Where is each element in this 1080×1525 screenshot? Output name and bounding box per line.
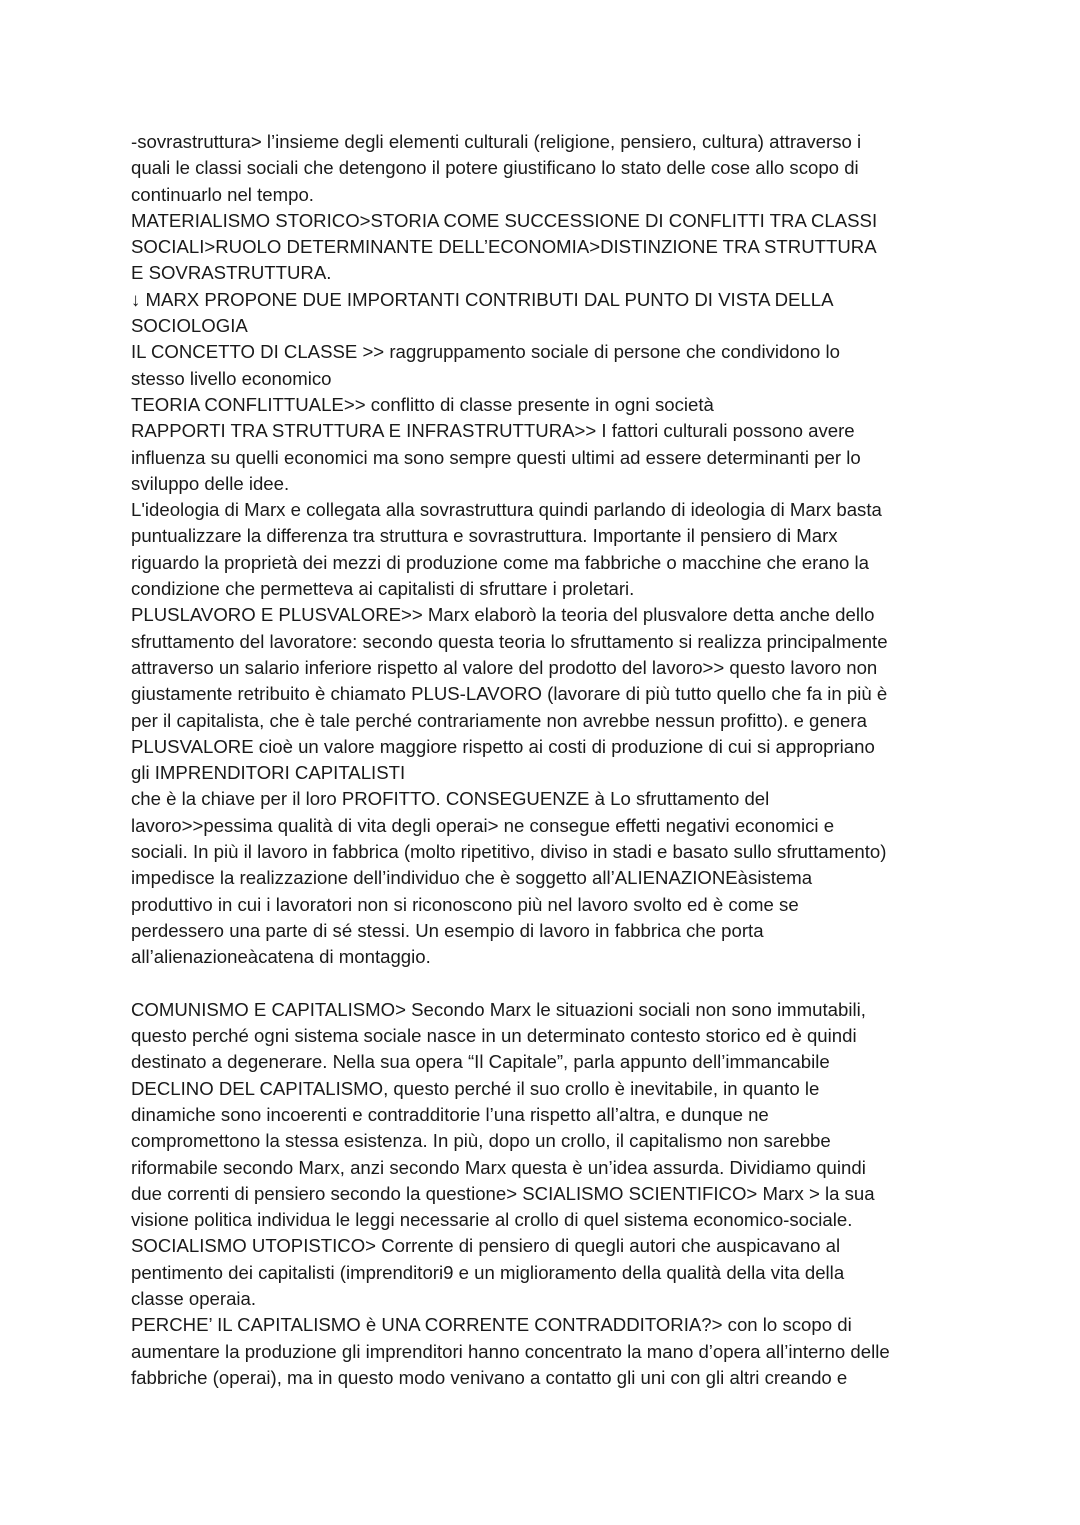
text-line: destinato a degenerare. Nella sua opera “Il Capitale”, parla appunto dell’immancabile (131, 1051, 830, 1073)
text-line: influenza su quelli economici ma sono sempre questi ultimi ad essere determinanti per lo (131, 446, 861, 468)
text-line: IL CONCETTO DI CLASSE >> raggruppamento sociale di persone che condividono lo (131, 341, 841, 363)
text-line: stesso livello economico (131, 367, 332, 389)
text-line: SOCIOLOGIA (131, 315, 248, 337)
text-line: quali le classi sociali che detengono il potere giustificano lo stato delle cose allo scopo di (131, 157, 859, 179)
text-line: L'ideologia di Marx e collegata alla sovrastruttura quindi parlando di ideologia di Marx basta (131, 499, 882, 521)
text-line: lavoro>>pessima qualità di vita degli operai> ne consegue effetti negativi economici e (131, 814, 835, 836)
text-line: PLUSVALORE cioè un valore maggiore rispetto ai costi di produzione di cui si appropriano (131, 735, 875, 757)
text-line: questo perché ogni sistema sociale nasce in un determinato contesto storico ed è quindi (131, 1025, 857, 1047)
text-line: impedisce la realizzazione dell’individuo che è soggetto all’ALIENAZIONEàsistema (131, 867, 813, 889)
text-line: RAPPORTI TRA STRUTTURA E INFRASTRUTTURA>> I fattori culturali possono avere (131, 420, 855, 442)
text-line: TEORIA CONFLITTUALE>> conflitto di classe presente in ogni società (131, 393, 714, 415)
text-line: gli IMPRENDITORI CAPITALISTI (131, 762, 406, 784)
text-line: due correnti di pensiero secondo la questione> SCIALISMO SCIENTIFICO> Marx > la sua (131, 1182, 875, 1204)
text-line: SOCIALI>RUOLO DETERMINANTE DELL’ECONOMIA>DISTINZIONE TRA STRUTTURA (131, 236, 877, 258)
text-line: sviluppo delle idee. (131, 472, 290, 494)
text-line: compromettono la stessa esistenza. In più, dopo un crollo, il capitalismo non sarebbe (131, 1130, 831, 1152)
text-line: classe operaia. (131, 1288, 257, 1310)
text-line: MATERIALISMO STORICO>STORIA COME SUCCESSIONE DI CONFLITTI TRA CLASSI (131, 209, 878, 231)
text-line: DECLINO DEL CAPITALISMO, questo perché il suo crollo è inevitabile, in quanto le (131, 1077, 820, 1099)
text-line: sociali. In più il lavoro in fabbrica (molto ripetitivo, diviso in stadi e basato sullo sfruttamento) (131, 841, 887, 863)
text-line: E SOVRASTRUTTURA. (131, 262, 332, 284)
text-line: all’alienazioneàcatena di montaggio. (131, 946, 431, 968)
text-line: dinamiche sono incoerenti e contradditorie l’una rispetto all’altra, e dunque ne (131, 1103, 769, 1125)
text-line: aumentare la produzione gli imprenditori hanno concentrato la mano d’opera all’interno delle (131, 1340, 890, 1362)
text-line: pentimento dei capitalisti (imprenditori9 e un miglioramento della qualità della vita della (131, 1261, 845, 1283)
text-line: riformabile secondo Marx, anzi secondo Marx questa è un’idea assurda. Dividiamo quindi (131, 1156, 866, 1178)
text-line: fabbriche (operai), ma in questo modo venivano a contatto gli uni con gli altri creando e (131, 1366, 848, 1388)
text-line: condizione che permetteva ai capitalisti di sfruttare i proletari. (131, 578, 635, 600)
text-line: sfruttamento del lavoratore: secondo questa teoria lo sfruttamento si realizza principalmente (131, 630, 888, 652)
text-line: giustamente retribuito è chiamato PLUS-LAVORO (lavorare di più tutto quello che fa in più è (131, 683, 888, 705)
text-line: SOCIALISMO UTOPISTICO> Corrente di pensiero di quegli autori che auspicavano al (131, 1235, 841, 1257)
text-line: produttivo in cui i lavoratori non si riconoscono più nel lavoro svolto ed è come se (131, 893, 799, 915)
text-line: per il capitalista, che è tale perché contrariamente non avrebbe nessun profitto). e genera (131, 709, 867, 731)
text-line: che è la chiave per il loro PROFITTO. CONSEGUENZE à Lo sfruttamento del (131, 788, 770, 810)
text-line: COMUNISMO E CAPITALISMO> Secondo Marx le situazioni sociali non sono immutabili, (131, 998, 866, 1020)
text-line: PLUSLAVORO E PLUSVALORE>> Marx elaborò la teoria del plusvalore detta anche dello (131, 604, 875, 626)
text-line: visione politica individua le leggi necessarie al crollo di quel sistema economico-sociale. (131, 1209, 853, 1231)
text-line: puntualizzare la differenza tra struttura e sovrastruttura. Importante il pensiero di Marx (131, 525, 838, 547)
document-page (131, 129, 961, 1391)
text-line: riguardo la proprietà dei mezzi di produzione come ma fabbriche o macchine che erano la (131, 551, 869, 573)
paragraph-break (131, 971, 961, 997)
text-line: PERCHE’ IL CAPITALISMO è UNA CORRENTE CONTRADDITORIA?> con lo scopo di (131, 1314, 852, 1336)
text-line: -sovrastruttura> l’insieme degli elementi culturali (religione, pensiero, cultura) attraverso i (131, 131, 862, 152)
text-line: ↓ MARX PROPONE DUE IMPORTANTI CONTRIBUTI DAL PUNTO DI VISTA DELLA (131, 288, 834, 310)
text-line: attraverso un salario inferiore rispetto al valore del prodotto del lavoro>> questo lavoro non (131, 656, 878, 678)
text-line: continuarlo nel tempo. (131, 183, 314, 205)
text-line: perdessero una parte di sé stessi. Un esempio di lavoro in fabbrica che porta (131, 919, 764, 941)
